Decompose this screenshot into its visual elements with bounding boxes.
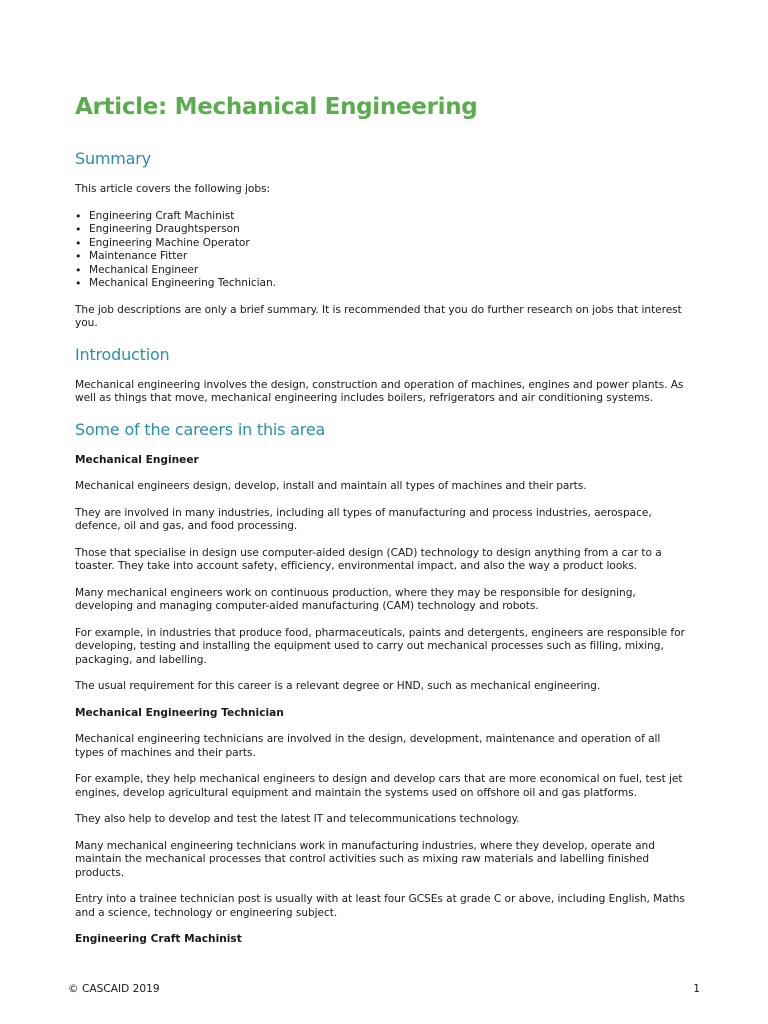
list-item: • Maintenance Fitter [89,250,690,264]
summary-intro: This article covers the following jobs: [75,183,270,195]
paragraph: The usual requirement for this career is a relevant degree or HND, such as mechanical engineering. [75,680,601,692]
technician-heading: Mechanical Engineering Technician [75,706,284,719]
page-number: 1 [693,983,700,995]
paragraph: For example, in industries that produce food, pharmaceuticals, paints and detergents, engineers are responsible for developing, testing and installing the equipment used to carry out mechanical processes such as filling, mixing, packaging, and labelling. [75,626,685,666]
summary-heading: Summary [75,149,151,168]
paragraph: They also help to develop and test the latest IT and telecommunications technology. [75,813,520,825]
document-body [75,93,690,960]
mechanical-engineer-heading: Mechanical Engineer [75,453,199,466]
job-list [75,210,690,291]
paragraph: For example, they help mechanical engineers to design and develop cars that are more economical on fuel, test jet engines, develop agricultural equipment and maintain the systems used on offshore oil and gas platforms. [75,773,683,799]
careers-heading: Some of the careers in this area [75,419,326,439]
list-item: • Engineering Machine Operator [89,237,690,251]
craft-machinist-heading: Engineering Craft Machinist [75,933,242,945]
list-item: • Engineering Draughtsperson [89,223,690,237]
list-item: • Mechanical Engineering Technician. [89,277,690,291]
paragraph: They are involved in many industries, including all types of manufacturing and process industries, aerospace, defence, oil and gas, and food processing. [75,506,652,532]
introduction-text: Mechanical engineering involves the design, construction and operation of machines, engines and power plants. As well as things that move, mechanical engineering includes boilers, refrigerators and air conditioning systems. [75,378,684,404]
paragraph: Many mechanical engineering technicians work in manufacturing industries, where they develop, operate and maintain the mechanical processes that control activities such as mixing raw materials and labelling finished products. [75,839,655,879]
paragraph: Mechanical engineers design, develop, install and maintain all types of machines and their parts. [75,480,587,492]
paragraph: Mechanical engineering technicians are involved in the design, development, maintenance and operation of all types of machines and their parts. [75,733,661,759]
summary-note: The job descriptions are only a brief summary. It is recommended that you do further research on jobs that interest you. [75,303,682,329]
paragraph: Many mechanical engineers work on continuous production, where they may be responsible for designing, developing and managing computer-aided manufacturing (CAM) technology and robots. [75,586,636,612]
copyright-text: © CASCAID 2019 [68,983,160,995]
list-item: • Mechanical Engineer [89,264,690,278]
paragraph: Those that specialise in design use computer-aided design (CAD) technology to design anything from a car to a toaster. They take into account safety, efficiency, environmental impact, and also the way a product looks. [75,546,662,572]
list-item: • Engineering Craft Machinist [89,210,690,224]
page-title: Article: Mechanical Engineering [75,94,478,120]
introduction-heading: Introduction [75,344,170,364]
paragraph: Entry into a trainee technician post is usually with at least four GCSEs at grade C or above, including English, Maths and a science, technology or engineering subject. [75,893,685,919]
